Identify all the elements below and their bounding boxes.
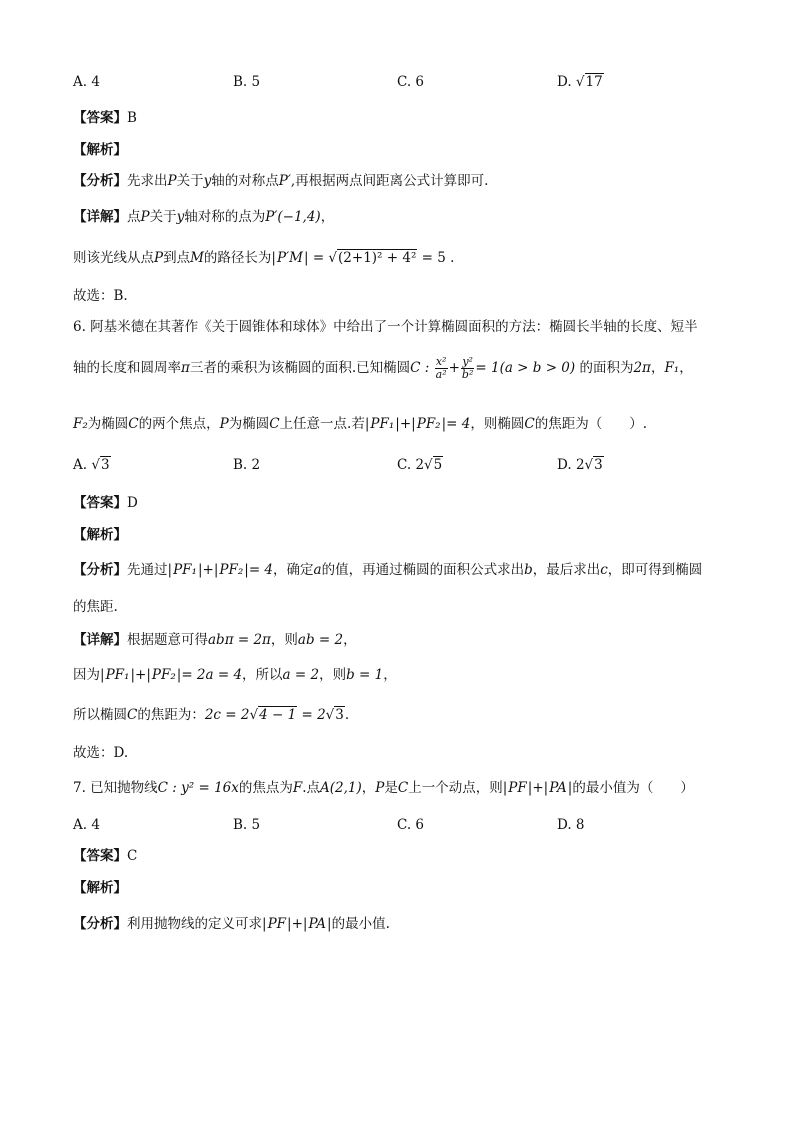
q7-option-d: D. 8 [557, 817, 585, 833]
q6-detail-line-2: 因为|PF₁|+|PF₂|= 2a = 4，所以a = 2，则b = 1， [73, 667, 397, 683]
q7-option-c: C. 6 [397, 817, 425, 833]
q5-option-c: C. 6 [397, 74, 425, 90]
q5-detail-line-2: 则该光线从点P到点M的路径长为|P′M| = √(2+1)² + 4² = 5 . [73, 250, 455, 266]
q5-analysis-tag: 【解析】 [73, 142, 127, 158]
answer-tag: 【答案】 [73, 110, 127, 126]
q5-option-b: B. 5 [233, 74, 261, 90]
q5-choice: 故选：B. [73, 288, 128, 304]
q6-detail-line-1: 【详解】根据题意可得abπ = 2π，则ab = 2， [73, 632, 357, 648]
q7-option-a: A. 4 [73, 817, 100, 833]
q6-detail-line-3: 所以椭圆C的焦距为：2c = 2√4 − 1 = 2√3. [73, 707, 350, 723]
q6-option-a: A. √3 [73, 457, 110, 473]
q6-stem-line-1: 6. 阿基米德在其著作《关于圆锥体和球体》中给出了一个计算椭圆面积的方法：椭圆长半轴的长度、短半 [73, 319, 698, 335]
q6-option-b: B. 2 [233, 457, 261, 473]
q7-stem-line: 7. 已知抛物线C : y² = 16x的焦点为F.点A(2,1)，P是C上一个动点，则|PF|+|PA|的最小值为（ ） [73, 780, 694, 796]
q6-option-c: C. 2√5 [397, 457, 443, 473]
q6-fenxi-line-1: 【分析】先通过|PF₁|+|PF₂|= 4，确定a的值，再通过椭圆的面积公式求出b，最后求出c，即可得到椭圆 [73, 562, 703, 578]
q5-answer-line: 【答案】B [73, 110, 137, 126]
q6-stem-line-3: F₂为椭圆C的两个焦点，P为椭圆C上任意一点.若|PF₁|+|PF₂|= 4，则椭圆C的焦距为（ ）. [73, 416, 648, 432]
q6-answer-line: 【答案】D [73, 495, 138, 511]
q7-analysis-tag: 【解析】 [73, 880, 127, 896]
q5-fenxi-line: 【分析】先求出P关于y轴的对称点P′,再根据两点间距离公式计算即可. [73, 173, 489, 189]
q6-analysis-tag: 【解析】 [73, 527, 127, 543]
q6-stem-line-2: 轴的长度和圆周率π三者的乘积为该椭圆的面积.已知椭圆C : $\frac{\text{x²}}{\text{a²}}$ + $\frac{\text{y²}}{\text{b²}}$ = 1(a > b > 0) 的面积为2π，F₁， [73, 355, 693, 381]
q6-choice: 故选：D. [73, 745, 129, 761]
q6-option-d: D. 2√3 [557, 457, 603, 473]
q5-option-a: A. 4 [73, 74, 100, 90]
fraction-x: $\frac{\text{x²}}{\text{a²}}$ [435, 355, 447, 381]
q7-answer-line: 【答案】C [73, 848, 138, 864]
q7-option-b: B. 5 [233, 817, 261, 833]
q6-fenxi-line-2: 的焦距. [73, 599, 118, 615]
q7-fenxi-line: 【分析】利用抛物线的定义可求|PF|+|PA|的最小值. [73, 916, 390, 932]
q5-option-d: D. √17 [557, 74, 603, 90]
q5-detail-line-1: 【详解】点P关于y轴对称的点为P′(−1,4)， [73, 209, 335, 225]
fraction-y: $\frac{\text{y²}}{\text{b²}}$ [461, 355, 474, 381]
